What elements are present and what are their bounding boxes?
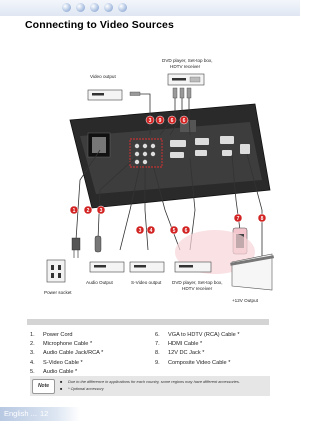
- note-text: [60, 379, 240, 392]
- video-output-label: Video output: [90, 74, 116, 79]
- dvd-player-top-icon: [168, 74, 204, 85]
- svg-text:9: 9: [158, 117, 162, 124]
- dvd-top-label: DVD player, Set-top box,: [162, 58, 213, 63]
- dvd-player-bottom-icon: [175, 262, 211, 272]
- audio-output-label: Audio Output: [86, 280, 113, 285]
- svg-text:2: 2: [86, 207, 90, 214]
- list-item: 9. Composite Video Cable *: [155, 359, 231, 366]
- rca-connectors-icon: [130, 88, 191, 98]
- page-number: 12: [40, 409, 49, 418]
- list-item: 6. VGA to HDTV (RCA) Cable *: [155, 332, 240, 338]
- header-dot-icon: [104, 3, 113, 12]
- note-icon: Note: [32, 379, 55, 394]
- footer-language: English ...: [4, 409, 37, 418]
- microphone-icon: [95, 236, 101, 252]
- list-item: 8. 12V DC Jack *: [155, 350, 205, 357]
- note-box: [30, 376, 270, 396]
- svg-text:5: 5: [172, 227, 176, 234]
- header-dot-icon: [90, 3, 99, 12]
- list-item: 2. Microphone Cable *: [30, 341, 93, 348]
- footer-bar: [0, 407, 80, 421]
- dvd-bottom-label-2: HDTV receiver: [182, 286, 213, 291]
- svideo-output-label: S-Video output: [131, 280, 162, 285]
- svg-text:3: 3: [99, 207, 103, 214]
- list-item: 7. HDMI Cable *: [155, 341, 203, 348]
- svg-text:3: 3: [138, 227, 142, 234]
- svg-text:3: 3: [148, 117, 152, 124]
- plus12v-label: +12V Output: [232, 298, 258, 303]
- list-item: 3. Audio Cable Jack/RCA *: [30, 350, 104, 357]
- cable-list-right: [155, 331, 240, 368]
- note-line: ■ * Optional accessory: [60, 385, 104, 391]
- header-dot-icon: [76, 3, 85, 12]
- header-dot-icon: [118, 3, 127, 12]
- divider-bar: [27, 319, 269, 325]
- note-line: ■ Due to the difference in applications for each country, some regions may have different accessories.: [60, 379, 240, 384]
- svideo-device-icon: [130, 262, 164, 272]
- svg-text:4: 4: [149, 227, 153, 234]
- svg-text:7: 7: [236, 215, 240, 222]
- list-item: 5. Audio Cable *: [30, 368, 78, 375]
- cable-list-left: [30, 331, 103, 377]
- svg-text:8: 8: [260, 215, 264, 222]
- list-item: 1. Power Cord: [30, 332, 73, 338]
- header-bar: [0, 0, 300, 16]
- list-item: 4. S-Video Cable *: [30, 359, 83, 366]
- power-plug-icon: [72, 238, 80, 258]
- power-socket-label: Power socket: [44, 290, 72, 295]
- connection-diagram: [0, 40, 300, 310]
- svg-text:6: 6: [170, 117, 174, 124]
- audio-device-icon: [90, 262, 124, 272]
- svg-text:6: 6: [182, 117, 186, 124]
- video-device-icon: [88, 90, 122, 100]
- page-title: Connecting to Video Sources: [25, 19, 174, 31]
- dvd-bottom-label: DVD player, Set-top box,: [172, 280, 223, 285]
- svg-text:6: 6: [184, 227, 188, 234]
- power-socket-icon: [47, 260, 65, 282]
- svg-text:1: 1: [72, 207, 76, 214]
- dvd-top-label-2: HDTV receiver: [170, 64, 201, 69]
- header-dot-icon: [62, 3, 71, 12]
